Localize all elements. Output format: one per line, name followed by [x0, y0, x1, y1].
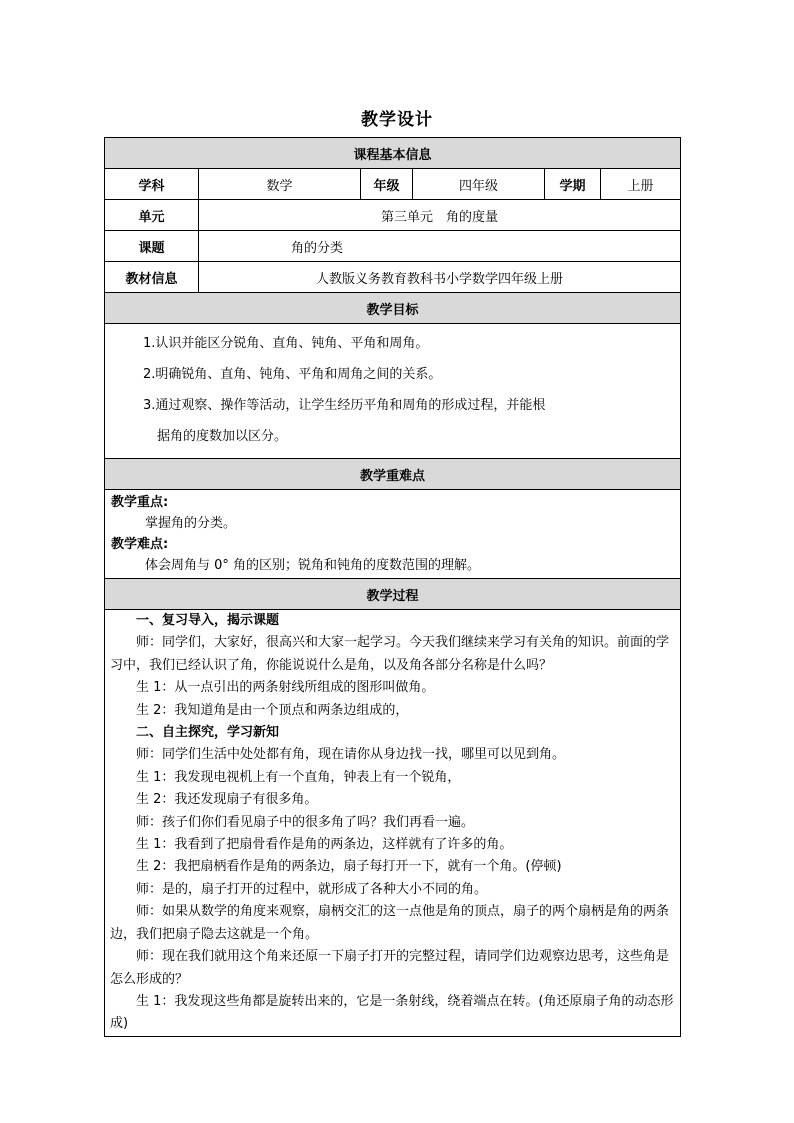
subject-value: 数学 [199, 169, 361, 200]
process-cell [105, 610, 681, 1037]
goal-item: 2.明确锐角、直角、钝角、平角和周角之间的关系。 [143, 367, 442, 382]
process-paragraph: 生 2：我把扇柄看作是角的两条边，扇子每打开一下，就有一个角。(停顿) [136, 859, 562, 875]
process-paragraph: 师：孩子们你们看见扇子中的很多角了吗？我们再看一遍。 [136, 814, 475, 830]
process-paragraph: 生 1：我发现这些角都是旋转出来的，它是一条射线，绕着端点在转。(角还原扇子角的动态形成) [110, 993, 674, 1032]
grade-label: 年级 [361, 169, 413, 200]
key-points-cell [105, 490, 681, 579]
topic-value: 角的分类 [199, 231, 681, 262]
goals-cell [105, 324, 681, 459]
section-process: 教学过程 [105, 579, 681, 610]
key-point-text: 掌握角的分类。 [145, 516, 237, 531]
lesson-plan-table [104, 137, 681, 1037]
process-paragraph: 生 2：我知道角是由一个顶点和两条边组成的， [136, 702, 409, 718]
section-basic-info: 课程基本信息 [105, 138, 681, 169]
difficult-point-text: 体会周角与 0° 角的区别；锐角和钝角的度数范围的理解。 [145, 558, 481, 573]
section-goals: 教学目标 [105, 293, 681, 324]
process-paragraph: 生 1：我发现电视机上有一个直角，钟表上有一个锐角， [136, 769, 461, 785]
process-paragraph: 师：同学们，大家好，很高兴和大家一起学习。今天我们继续来学习有关角的知识。前面的学习中，我们已经认识了角，你能说说什么是角，以及角各部分名称是什么吗？ [110, 635, 670, 673]
grade-value: 四年级 [413, 169, 545, 200]
unit-label: 单元 [105, 200, 199, 231]
term-label: 学期 [545, 169, 601, 200]
goal-item: 3.通过观察、操作等活动，让学生经历平角和周角的形成过程，并能根 [143, 398, 546, 413]
subject-label: 学科 [105, 169, 199, 200]
process-paragraph: 师：现在我们就用这个角来还原一下扇子打开的完整过程，请同学们边观察边思考，这些角是怎么形成的？ [110, 949, 670, 987]
process-heading: 一、复习导入，揭示课题 [136, 613, 280, 628]
process-heading: 二、自主探究，学习新知 [136, 725, 280, 741]
material-label: 教材信息 [105, 262, 199, 293]
document-title: 教学设计 [361, 110, 433, 130]
topic-label: 课题 [105, 231, 199, 262]
section-key-points: 教学重难点 [105, 459, 681, 490]
unit-value: 第三单元 角的度量 [199, 200, 681, 231]
process-paragraph: 生 1：我看到了把扇骨看作是角的两条边，这样就有了许多的角。 [136, 837, 513, 853]
process-paragraph: 师：同学们生活中处处都有角，现在请你从身边找一找，哪里可以见到角。 [136, 747, 566, 763]
process-paragraph: 生 1：从一点引出的两条射线所组成的图形叫做角。 [136, 680, 435, 696]
process-paragraph: 师：是的，扇子打开的过程中，就形成了各种大小不同的角。 [136, 881, 488, 897]
difficult-point-label: 教学难点: [111, 537, 169, 552]
material-value: 人教版义务教育教科书小学数学四年级上册 [199, 262, 681, 293]
goal-item: 据角的度数加以区分。 [157, 429, 288, 444]
process-paragraph: 生 2：我还发现扇子有很多角。 [136, 792, 318, 808]
process-paragraph: 师：如果从数学的角度来观察，扇柄交汇的这一点他是角的顶点，扇子的两个扇柄是角的两条边，我们把扇子隐去这就是一个角。 [110, 904, 670, 942]
term-value: 上册 [601, 169, 681, 200]
key-point-label: 教学重点: [111, 495, 169, 510]
goal-item: 1.认识并能区分锐角、直角、钝角、平角和周角。 [143, 336, 429, 351]
